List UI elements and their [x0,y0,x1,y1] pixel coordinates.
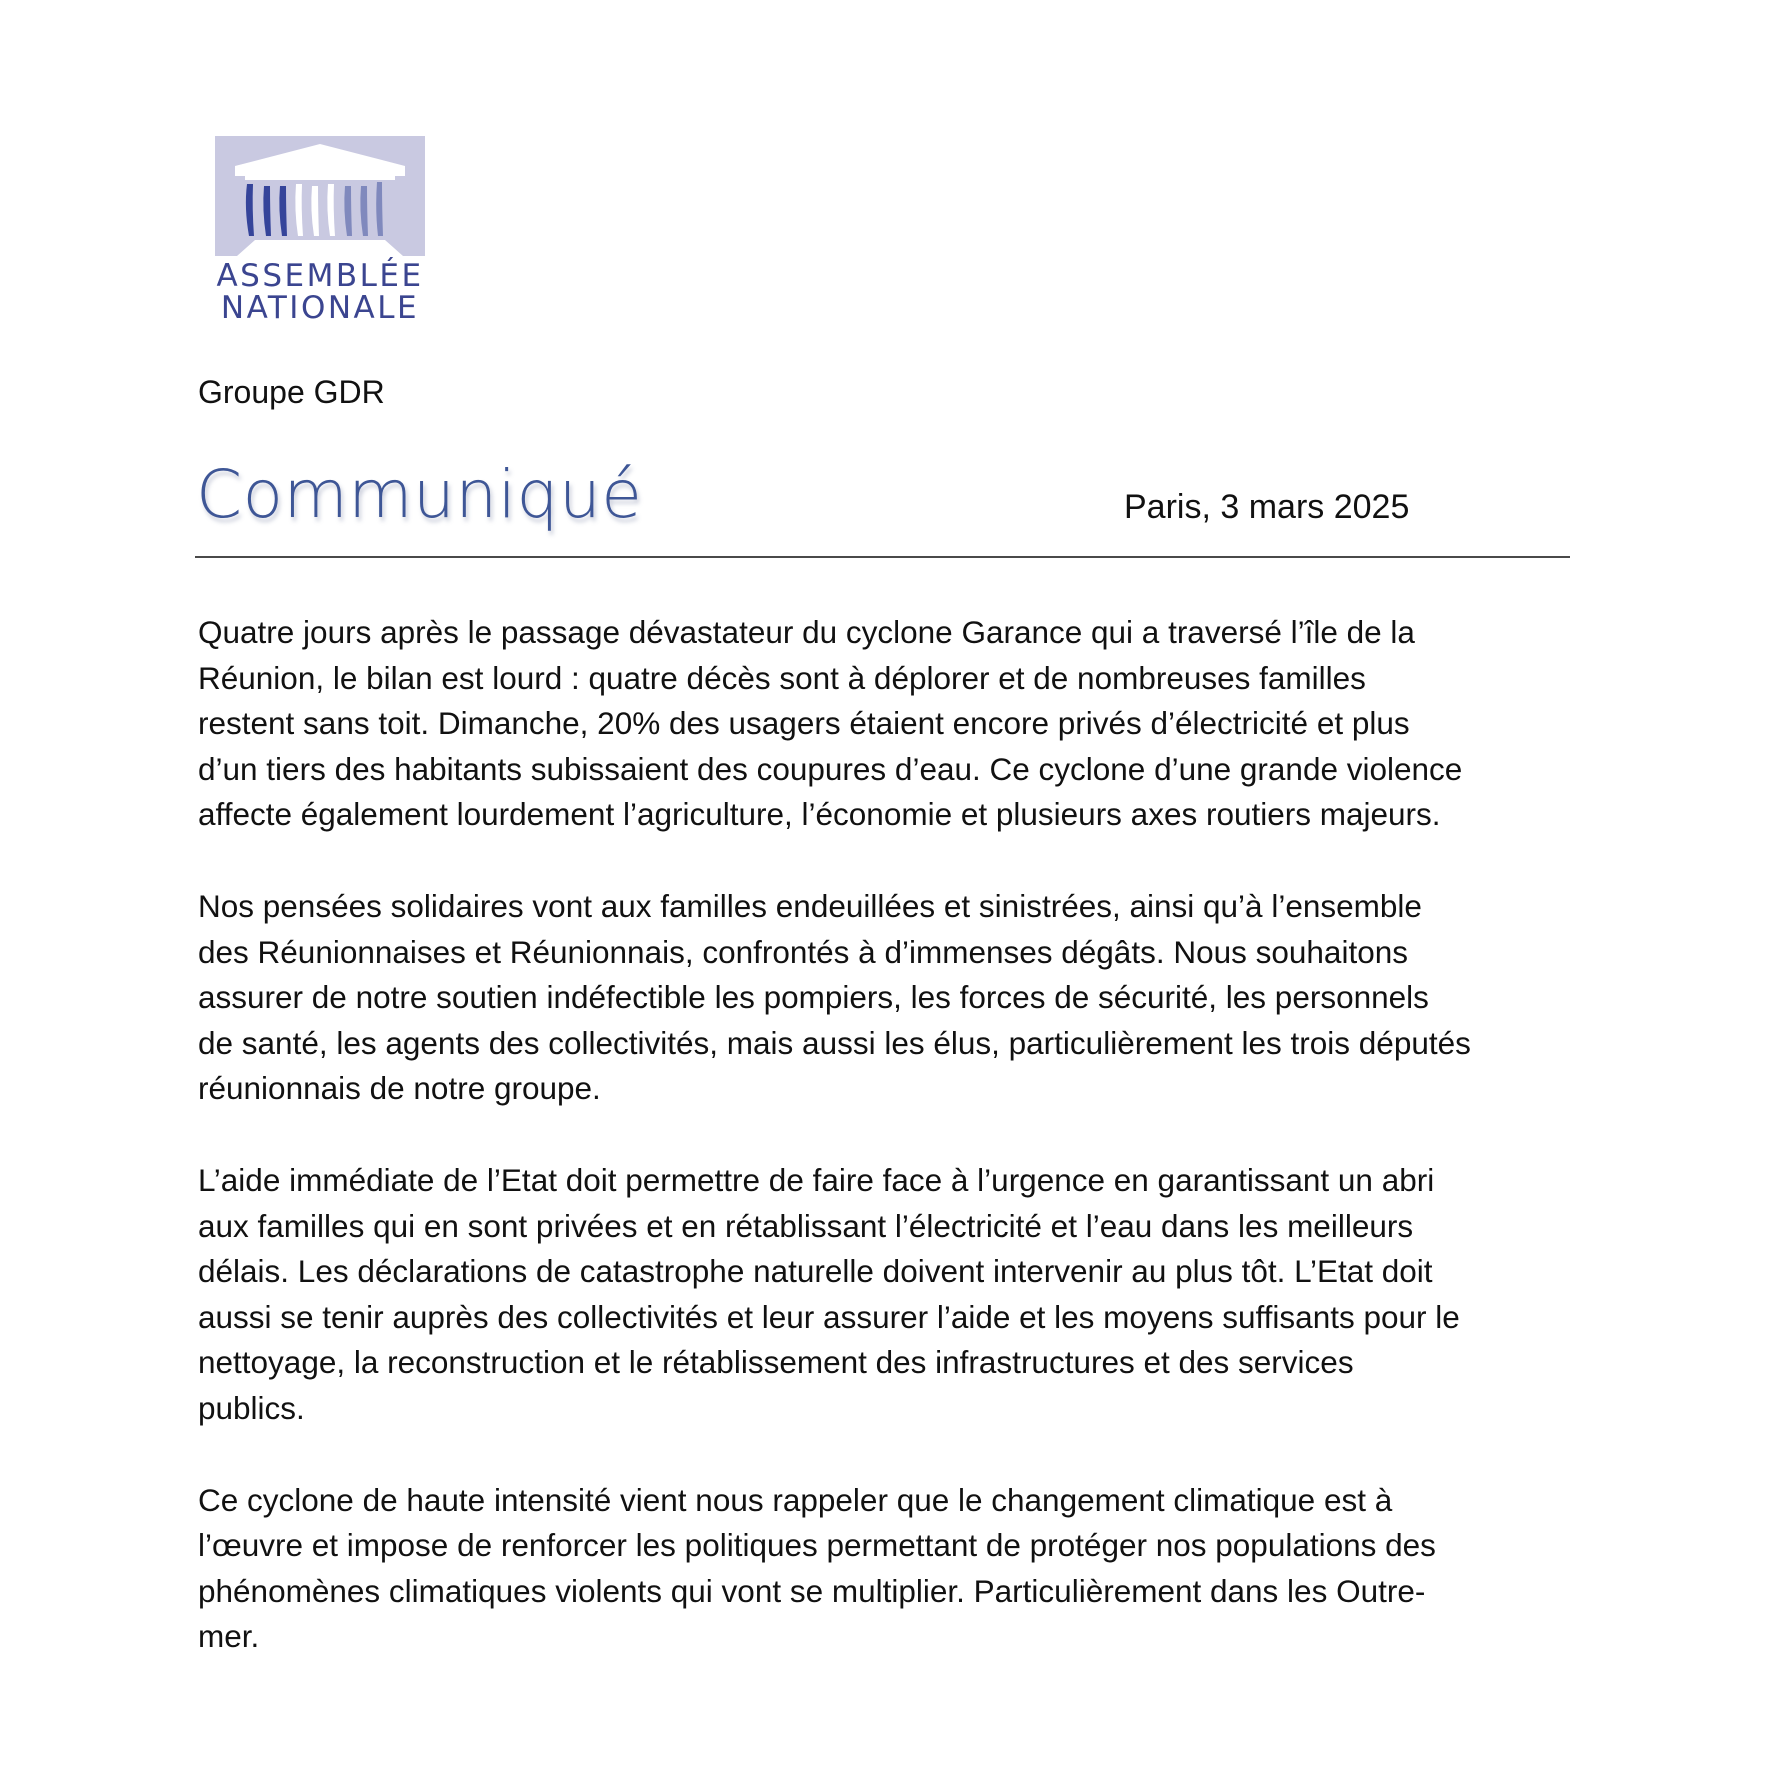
text-line: délais. Les déclarations de catastrophe naturelle doivent intervenir au plus tôt. L’Etat doit [198,1253,1433,1290]
assemblee-nationale-logo [215,136,425,326]
text-line: nettoyage, la reconstruction et le rétablissement des infrastructures et des services [198,1344,1354,1381]
page-title: Communiqué [196,456,643,533]
text-line: l’œuvre et impose de renforcer les politiques permettant de protéger nos populations des [198,1527,1436,1564]
text-line: d’un tiers des habitants subissaient des coupures d’eau. Ce cyclone d’une grande violence [198,750,1463,787]
paragraph-climate [198,1478,1598,1660]
text-line: affecte également lourdement l’agriculture, l’économie et plusieurs axes routiers majeurs. [198,796,1441,833]
press-release-body [198,610,1598,1706]
group-label: Groupe GDR [198,374,385,410]
text-line: L’aide immédiate de l’Etat doit permettre de faire face à l’urgence en garantissant un abri [198,1161,1435,1198]
text-line: aux familles qui en sont privées et en rétablissant l’électricité et l’eau dans les meilleurs [198,1207,1414,1244]
text-line: Ce cyclone de haute intensité vient nous rappeler que le changement climatique est à [198,1481,1393,1518]
text-line: Nos pensées solidaires vont aux familles endeuillées et sinistrées, ainsi qu’à l’ensemble [198,887,1422,924]
text-line: publics. [198,1389,305,1426]
logo-text-assemblee: ASSEMBLÉE [216,258,424,294]
text-line: mer. [198,1618,260,1655]
text-line: réunionnais de notre groupe. [198,1070,601,1107]
text-line: de santé, les agents des collectivités, mais aussi les élus, particulièrement les trois députés [198,1024,1471,1061]
text-line: assurer de notre soutien indéfectible les pompiers, les forces de sécurité, les personnels [198,979,1429,1016]
text-line: aussi se tenir auprès des collectivités et leur assurer l’aide et les moyens suffisants pour le [198,1298,1460,1335]
text-line: phénomènes climatiques violents qui vont se multiplier. Particulièrement dans les Outre- [198,1572,1426,1609]
text-line: des Réunionnaises et Réunionnais, confrontés à d’immenses dégâts. Nous souhaitons [198,933,1408,970]
paragraph-solidarity [198,884,1598,1112]
date-line: Paris, 3 mars 2025 [1124,488,1410,526]
parliament-building-icon [215,136,425,256]
text-line: Réunion, le bilan est lourd : quatre décès sont à déplorer et de nombreuses familles [198,659,1366,696]
header-divider [195,556,1570,558]
logo-text-nationale: NATIONALE [220,290,420,326]
text-line: restent sans toit. Dimanche, 20% des usagers étaient encore privés d’électricité et plus [198,705,1410,742]
paragraph-situation [198,610,1598,838]
paragraph-state-aid [198,1158,1598,1432]
text-line: Quatre jours après le passage dévastateur du cyclone Garance qui a traversé l’île de la [198,614,1415,650]
